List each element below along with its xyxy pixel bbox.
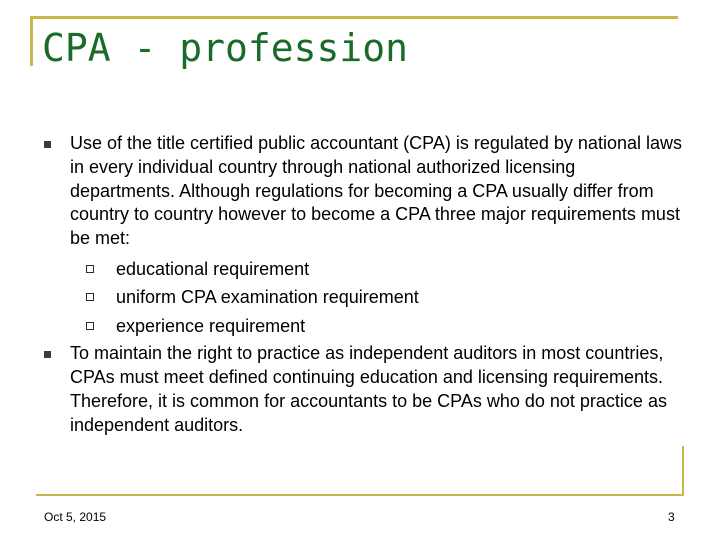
square-bullet-icon	[44, 351, 51, 358]
slide-title: CPA - profession	[42, 26, 409, 70]
sub-bullet-item	[70, 312, 682, 341]
frame-left-line	[30, 16, 33, 66]
sub-bullet-list	[70, 255, 682, 341]
frame-bottom-line	[36, 494, 684, 496]
bullet-item	[42, 132, 682, 340]
bullet-text: Use of the title certified public accountant (CPA) is regulated by national laws in every individual country through national authorized licensing departments. Although regulations for becoming a CPA usually differ from country to country however to become a CPA three major requirements must be met:	[70, 133, 682, 249]
sub-bullet-item	[70, 255, 682, 284]
hollow-square-bullet-icon	[86, 265, 94, 273]
slide-content	[42, 132, 682, 438]
sub-bullet-text: uniform CPA examination requirement	[116, 287, 419, 308]
page-number: 3	[668, 510, 675, 524]
frame-right-line	[682, 446, 684, 496]
bullet-text: To maintain the right to practice as independent auditors in most countries, CPAs must meet defined continuing education and licensing requirements. Therefore, it is common for accountants to be CPAs who do not practice as independent auditors.	[70, 343, 667, 435]
sub-bullet-text: educational requirement	[116, 258, 310, 279]
hollow-square-bullet-icon	[86, 293, 94, 301]
frame-top-line	[30, 16, 678, 19]
footer-date: Oct 5, 2015	[44, 510, 107, 524]
bullet-item	[42, 342, 682, 437]
square-bullet-icon	[44, 141, 51, 148]
sub-bullet-text: experience requirement	[116, 315, 306, 336]
sub-bullet-item	[70, 283, 682, 312]
hollow-square-bullet-icon	[86, 322, 94, 330]
